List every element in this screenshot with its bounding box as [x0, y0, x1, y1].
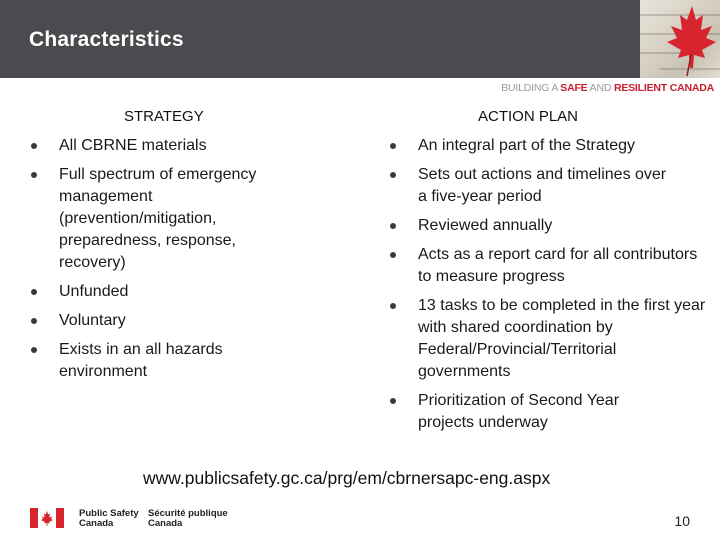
list-item [390, 164, 710, 208]
tagline-prefix: BUILDING A [501, 82, 558, 94]
wordmark-en [79, 509, 139, 529]
reference-url[interactable]: www.publicsafety.gc.ca/prg/em/cbrnersapc-eng.aspx [143, 468, 551, 488]
list-item [31, 281, 321, 303]
strategy-list [31, 135, 321, 390]
list-item [31, 310, 321, 332]
bullet-icon [390, 252, 396, 258]
bullet-icon [31, 289, 37, 295]
list-item-text: Prioritization of Second Year projects underway [418, 392, 620, 431]
list-item-text: Voluntary [59, 312, 126, 329]
wordmark-fr [148, 509, 228, 529]
bullet-icon [390, 398, 396, 404]
list-item [31, 339, 321, 383]
wordmark-en-line2: Canada [79, 518, 114, 529]
list-item [31, 135, 321, 157]
list-item-text: Acts as a report card for all contributors to measure progress [418, 246, 698, 285]
list-item-text: 13 tasks to be completed in the first year with shared coordination by Federal/Provincial/Territorial governments [418, 297, 706, 380]
bullet-icon [390, 172, 396, 178]
bullet-icon [390, 303, 396, 309]
maple-leaf-photo [640, 0, 720, 78]
bullet-icon [390, 143, 396, 149]
slide-title: Characteristics [29, 28, 184, 51]
list-item [390, 390, 710, 434]
bullet-icon [31, 172, 37, 178]
bullet-icon [390, 223, 396, 229]
maple-leaf-icon [640, 0, 720, 78]
header-bar [0, 0, 640, 78]
list-item [390, 295, 710, 383]
list-item-text: All CBRNE materials [59, 137, 207, 154]
list-item [31, 164, 321, 274]
strategy-heading: STRATEGY [124, 108, 204, 125]
wordmark-fr-line2: Canada [148, 518, 183, 529]
bullet-icon [31, 318, 37, 324]
list-item-text: Sets out actions and timelines over a five-year period [418, 166, 667, 205]
list-item-text: Full spectrum of emergency management (prevention/mitigation, preparedness, response, recovery) [59, 166, 257, 271]
tagline-middle: AND [589, 82, 612, 94]
list-item [390, 135, 710, 157]
list-item-text: Reviewed annually [418, 217, 553, 234]
wordmark-en-line1: Public Safety [79, 508, 139, 519]
tagline-highlight: SAFE [560, 82, 588, 94]
list-item-text: An integral part of the Strategy [418, 137, 636, 154]
list-item-text: Exists in an all hazards environment [59, 341, 223, 380]
bullet-icon [31, 347, 37, 353]
action-plan-list [390, 135, 710, 441]
wordmark-fr-line1: Sécurité publique [148, 508, 228, 519]
list-item-text: Unfunded [59, 283, 129, 300]
action-plan-heading: ACTION PLAN [478, 108, 579, 125]
tagline [501, 82, 714, 94]
bullet-icon [31, 143, 37, 149]
page-number: 10 [674, 513, 690, 529]
tagline-suffix: RESILIENT CANADA [613, 82, 714, 94]
list-item [390, 215, 710, 237]
list-item [390, 244, 710, 288]
canada-flag-icon [30, 508, 64, 528]
